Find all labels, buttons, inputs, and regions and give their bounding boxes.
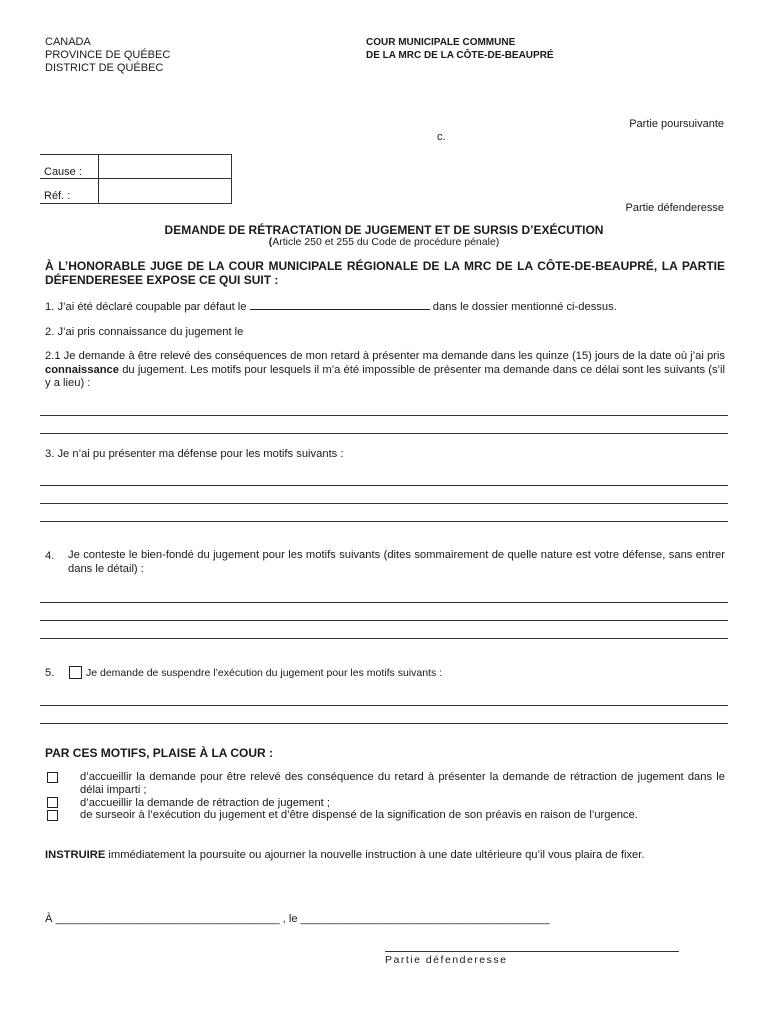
header-right-line: COUR MUNICIPALE COMMUNE (366, 37, 516, 48)
item-1 (45, 299, 617, 314)
item-4-num: 4. (45, 550, 55, 562)
item-2-1-bold: connaissance (45, 363, 119, 376)
item-1-text-end: dans le dossier mentionné ci-dessus. (432, 301, 617, 313)
item-1-text: 1. J’ai été déclaré coupable par défaut le (45, 301, 247, 313)
answer-line[interactable] (40, 602, 728, 603)
header-left (45, 36, 170, 75)
instruire-paragraph (45, 849, 725, 863)
option-checkbox-3[interactable] (47, 810, 58, 821)
cause-label: Cause : (44, 166, 82, 178)
header-left-line: DISTRICT DE QUÉBEC (45, 62, 164, 74)
header-left-line: PROVINCE DE QUÉBEC (45, 49, 171, 61)
option-text-3: de surseoir à l’exécution du jugement et d’être dispensé de la signification de son préavis en raison de l’urgence. (80, 809, 638, 821)
signature-label: Partie défenderesse (385, 954, 508, 966)
instruire-text: immédiatement la poursuite ou ajourner la nouvelle instruction à une date ultérieure qu’il vous plaira de fixer. (108, 849, 645, 861)
instruire-bold: INSTRUIRE (45, 849, 106, 861)
item-2-1-text-end: du jugement. Les motifs pour lesquels il m’a été impossible de présenter ma demande dans ce délai sont les suivants (s’il y a lieu) : (45, 363, 726, 389)
answer-line[interactable] (40, 415, 728, 416)
option-text-1: d’accueillir la demande pour être relevé des conséquence du retard à présenter la demande de rétraction de jugement dans le délai imparti ; (80, 771, 725, 796)
answer-line[interactable] (40, 620, 728, 621)
cause-ref-right-border (231, 155, 232, 203)
answer-line[interactable] (40, 433, 728, 434)
option-checkbox-2[interactable] (47, 797, 58, 808)
title-text: DEMANDE DE RÉTRACTATION DE JUGEMENT ET DE SURSIS D’EXÉCUTION (164, 223, 604, 237)
conviction-date-field[interactable] (250, 299, 430, 310)
document-title (40, 223, 728, 237)
item-5-text: Je demande de suspendre l’exécution du jugement pour les motifs suivants : (86, 667, 443, 679)
item-5-num: 5. (45, 667, 55, 679)
option-checkbox-1[interactable] (47, 772, 58, 783)
partie-defenderesse-top: Partie défenderesse (625, 202, 724, 214)
item-2-1 (45, 350, 725, 391)
answer-line[interactable] (40, 485, 728, 486)
item-4-text: Je conteste le bien-fondé du jugement pour les motifs suivants (dites sommairement de quelle nature est votre défense, sans entrer dans le détail) : (68, 549, 725, 575)
c-label: c. (437, 131, 446, 143)
answer-line[interactable] (40, 705, 728, 706)
partie-poursuivante: Partie poursuivante (629, 118, 724, 130)
subtitle-text: Article 250 et 255 du Code de procédure pénale) (272, 236, 500, 248)
item-2: 2. J’ai pris connaissance du jugement le (45, 326, 244, 338)
header-right (366, 36, 554, 62)
header-left-line: CANADA (45, 36, 91, 48)
place-date-line[interactable]: À ____________________________________ , le ________________________________________ (45, 913, 550, 925)
answer-line[interactable] (40, 638, 728, 639)
signature-line[interactable] (385, 951, 679, 952)
document-subtitle (40, 236, 728, 249)
item-2-1-text: 2.1 Je demande à être relevé des conséquences de mon retard à présenter ma demande dans les quinze (15) jours de la date où j’ai pris (45, 350, 725, 362)
par-ces-motifs-heading: PAR CES MOTIFS, PLAISE À LA COUR : (45, 746, 274, 760)
item-3: 3. Je n’ai pu présenter ma défense pour les motifs suivants : (45, 448, 344, 460)
header-right-line: DE LA MRC DE LA CÔTE-DE-BEAUPRÉ (366, 50, 554, 61)
cause-ref-divider (98, 155, 99, 203)
ref-label: Réf. : (44, 190, 71, 202)
answer-line[interactable] (40, 503, 728, 504)
ref-field[interactable] (100, 180, 230, 201)
suspend-execution-checkbox[interactable] (69, 666, 82, 679)
cause-ref-box (40, 154, 232, 204)
option-text-2: d’accueillir la demande de rétraction de jugement ; (80, 797, 330, 809)
answer-line[interactable] (40, 521, 728, 522)
address-heading: À L’HONORABLE JUGE DE LA COUR MUNICIPALE RÉGIONALE DE LA MRC DE LA CÔTE-DE-BEAUPRÉ, LA PARTIE DÉFENDERESEE EXPOSE CE QUI SUIT : (45, 259, 725, 287)
subtitle-paren: ( (268, 236, 273, 248)
answer-line[interactable] (40, 723, 728, 724)
cause-field[interactable] (100, 156, 230, 177)
